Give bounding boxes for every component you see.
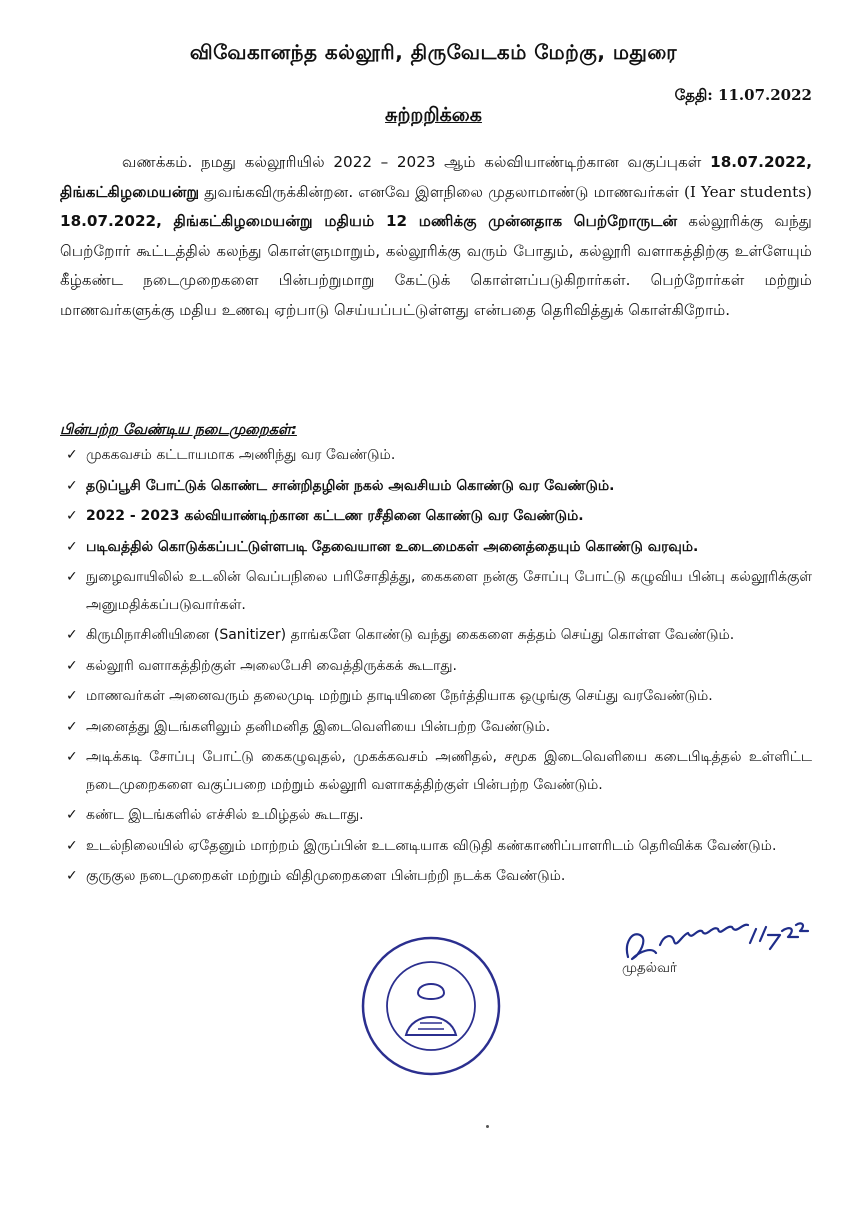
para-text-4: கல்லூரிக்கு வந்து பெற்றோர் கூட்டத்தில் கலந்து கொள்ளுமாறும், கல்லூரிக்கு வரும் போதும், கல்லூரி வளாகத்திற்கு உள்ளேயும் கீழ்கண்ட நடைமுறைகளை பின்பற்றுமாறு கேட்டுக் கொள்ளப்படுகிறார்கள். பெற்றோர்கள் மற்றும் மாணவர்களுக்கு மதிய உணவு ஏற்பாடு செய்யப்பட்டுள்ளது என்பதை தெரிவித்துக் கொள்கிறோம். [60, 212, 812, 319]
date-value: 11.07.2022 [718, 86, 812, 104]
principal-designation: முதல்வர் [622, 960, 677, 976]
rule-item: ✓ படிவத்தில் கொடுக்கப்பட்டுள்ளபடி தேவையான உடைமைகள் அனைத்தையும் கொண்டு வரவும். [60, 534, 812, 562]
check-icon: ✓ [66, 749, 78, 765]
rule-item: ✓ கல்லூரி வளாகத்திற்குள் அலைபேசி வைத்திருக்கக் கூடாது. [60, 653, 812, 681]
check-icon: ✓ [66, 508, 78, 524]
check-icon: ✓ [66, 538, 78, 555]
check-icon: ✓ [66, 807, 78, 823]
college-name: விவேகானந்த கல்லூரி, திருவேடகம் மேற்கு, மதுரை [189, 40, 678, 64]
para-date-bold-1: 18.07.2022, திங்கட்கிழமையன்று [60, 153, 812, 201]
check-icon: ✓ [66, 477, 78, 494]
rule-item: ✓ உடல்நிலையில் ஏதேனும் மாற்றம் இருப்பின் உடனடியாக விடுதி கண்காணிப்பாளரிடம் தெரிவிக்க வேண்டும். [60, 833, 812, 861]
rule-item: ✓ தடுப்பூசி போட்டுக் கொண்ட சான்றிதழின் நகல் அவசியம் கொண்டு வர வேண்டும். [60, 473, 812, 501]
check-icon: ✓ [66, 688, 78, 704]
notice-title: சுற்றறிக்கை [385, 104, 482, 126]
rule-item: ✓ 2022 - 2023 கல்வியாண்டிற்கான கட்டண ரசீதினை கொண்டு வர வேண்டும். [60, 503, 812, 531]
date-label: தேதி: [674, 86, 713, 104]
check-icon: ✓ [66, 837, 78, 854]
college-seal [360, 935, 502, 1077]
rule-item: ✓ அடிக்கடி சோப்பு போட்டு கைகழுவுதல், முகக்கவசம் அணிதல், சமூக இடைவெளியை கடைபிடித்தல் உள்ளிட்ட நடைமுறைகளை வகுப்பறை மற்றும் கல்லூரி வளாகத்திற்குள் பின்பற்ற வேண்டும். [60, 744, 812, 799]
para-date-bold-2: 18.07.2022, திங்கட்கிழமையன்று மதியம் 12 மணிக்கு முன்னதாக பெற்றோருடன் [60, 212, 678, 230]
rule-item: ✓ குருகுல நடைமுறைகள் மற்றும் விதிமுறைகளை பின்பற்றி நடக்க வேண்டும். [60, 863, 812, 891]
para-text-3: (I Year students) [683, 182, 812, 201]
rule-item: ✓ நுழைவாயிலில் உடலின் வெப்பநிலை பரிசோதித்து, கைகளை நன்கு சோப்பு போட்டு கழுவிய பின்பு கல்லூரிக்குள் அனுமதிக்கப்படுவார்கள். [60, 564, 812, 619]
rule-item: ✓ முககவசம் கட்டாயமாக அணிந்து வர வேண்டும். [60, 442, 812, 470]
check-icon: ✓ [66, 569, 78, 585]
para-text-1: வணக்கம். நமது கல்லூரியில் 2022 – 2023 ஆம் கல்வியாண்டிற்கான வகுப்புகள் [122, 153, 711, 171]
rules-list [60, 442, 812, 894]
rule-item: ✓ அனைத்து இடங்களிலும் தனிமனித இடைவெளியை பின்பற்ற வேண்டும். [60, 714, 812, 742]
check-icon: ✓ [66, 718, 78, 735]
notice-paragraph [60, 148, 812, 325]
check-icon: ✓ [66, 657, 78, 674]
rules-heading: பின்பற்ற வேண்டிய நடைமுறைகள்: [60, 422, 297, 438]
rule-item: ✓ கிருமிநாசினியினை (Sanitizer) தாங்களே கொண்டு வந்து கைகளை சுத்தம் செய்து கொள்ள வேண்டும். [60, 622, 812, 650]
rule-item: ✓ மாணவர்கள் அனைவரும் தலைமுடி மற்றும் தாடியினை நேர்த்தியாக ஒழுங்கு செய்து வரவேண்டும். [60, 683, 812, 711]
check-icon: ✓ [66, 627, 78, 643]
rule-item: ✓ கண்ட இடங்களில் எச்சில் உமிழ்தல் கூடாது. [60, 802, 812, 830]
check-icon: ✓ [66, 868, 78, 884]
para-text-2: துவங்கவிருக்கின்றன. எனவே இளநிலை முதலாமாண்டு மாணவர்கள் [199, 182, 684, 201]
check-icon: ✓ [66, 447, 78, 463]
page-dot [486, 1125, 489, 1128]
notice-date [675, 86, 812, 106]
